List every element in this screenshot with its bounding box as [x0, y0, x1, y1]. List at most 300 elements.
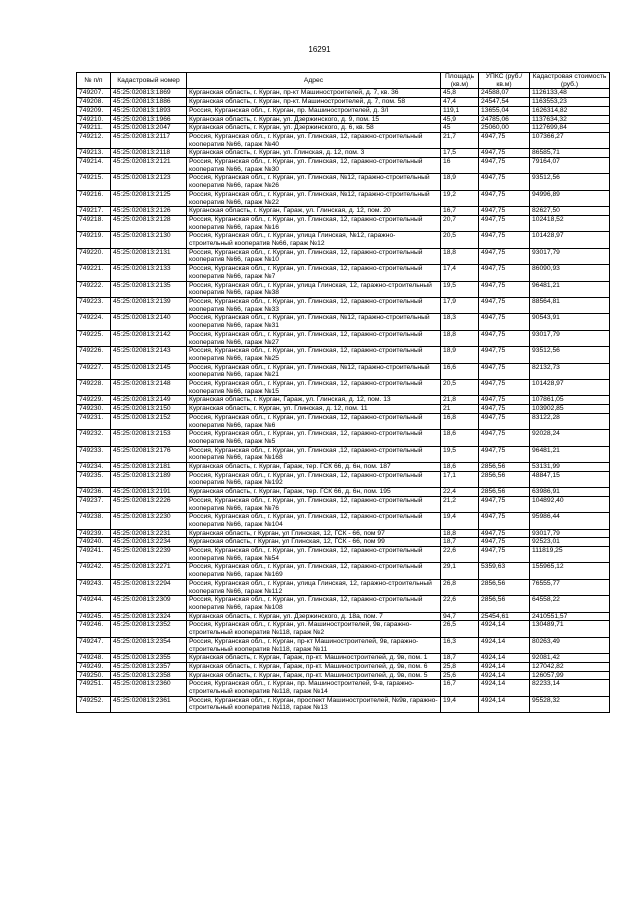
address-cell: Россия, Курганская обл., г. Курган, ул. Глинская, 12, гаражно-строительный кооператив №66, гараж №33 — [187, 297, 441, 313]
cadastral-number-cell: 45:25:020813:2234 — [111, 538, 187, 547]
cadastral-value-cell: 64558,22 — [530, 596, 610, 612]
area-cell: 94,7 — [441, 612, 479, 621]
area-cell: 47,4 — [441, 98, 479, 107]
cadastral-value-cell: 1626314,82 — [530, 106, 610, 115]
upks-cell: 4947,75 — [479, 413, 530, 429]
address-cell: Курганская область, г. Курган, ул. Дзержинского, д. 18а, пом. 7 — [187, 612, 441, 621]
area-cell: 18,9 — [441, 174, 479, 190]
row-number-cell: 749217. — [77, 207, 111, 216]
cadastral-value-cell: 93512,56 — [530, 347, 610, 363]
header-area: Площадь (кв.м) — [441, 73, 479, 89]
page-number: 16291 — [308, 45, 331, 54]
table-row — [77, 115, 610, 124]
area-cell: 18,6 — [441, 463, 479, 472]
cadastral-value-cell: 53131,99 — [530, 463, 610, 472]
cadastral-number-cell: 45:25:020813:2355 — [111, 654, 187, 663]
table-row — [77, 471, 610, 487]
upks-cell: 4924,14 — [479, 696, 530, 712]
cadastral-number-cell: 45:25:020813:2130 — [111, 232, 187, 248]
cadastral-number-cell: 45:25:020813:2139 — [111, 297, 187, 313]
address-cell: Россия, Курганская обл., г. Курган, улица Глинская, 12, гаражно-строительный кооператив №66, гараж №38 — [187, 281, 441, 297]
upks-cell: 2856,56 — [479, 596, 530, 612]
cadastral-value-cell: 127042,82 — [530, 662, 610, 671]
area-cell: 19,2 — [441, 190, 479, 206]
row-number-cell: 749236. — [77, 488, 111, 497]
cadastral-number-cell: 45:25:020813:2324 — [111, 612, 187, 621]
address-cell: Курганская область, г. Курган, Гараж, ул. Глинская, д. 12, пом. 20 — [187, 207, 441, 216]
upks-cell: 4947,75 — [479, 281, 530, 297]
table-row — [77, 380, 610, 396]
cadastral-number-cell: 45:25:020813:1886 — [111, 98, 187, 107]
header-row-number: № п/п — [77, 73, 111, 89]
area-cell: 45,9 — [441, 115, 479, 124]
address-cell: Россия, Курганская обл., г. Курган, ул. Глинская, 12, гаражно-строительный кооператив №66, гараж №108 — [187, 596, 441, 612]
cadastral-number-cell: 45:25:020813:2117 — [111, 132, 187, 148]
row-number-cell: 749240. — [77, 538, 111, 547]
table-row — [77, 621, 610, 637]
table-row — [77, 396, 610, 405]
row-number-cell: 749222. — [77, 281, 111, 297]
cadastral-number-cell: 45:25:020813:1869 — [111, 89, 187, 98]
cadastral-value-cell: 155965,12 — [530, 563, 610, 579]
table-row — [77, 297, 610, 313]
cadastral-value-cell: 86585,71 — [530, 149, 610, 158]
table-row — [77, 347, 610, 363]
row-number-cell: 749219. — [77, 232, 111, 248]
cadastral-number-cell: 45:25:020813:2121 — [111, 158, 187, 174]
area-cell: 22,6 — [441, 547, 479, 563]
area-cell: 16,8 — [441, 413, 479, 429]
header-cadastral-number: Кадастровый номер — [111, 73, 187, 89]
cadastral-value-cell: 101428,97 — [530, 232, 610, 248]
address-cell: Курганская область, г. Курган, ул. Дзержинского, д. 6, кв. 58 — [187, 124, 441, 133]
table-row — [77, 513, 610, 529]
address-cell: Курганская область, г. Курган, Гараж, пр-кт. Машиностроителей, д. 9в, пом. 1 — [187, 654, 441, 663]
address-cell: Россия, Курганская обл., г. Курган, ул. Глинская, 12, гаражно-строительный кооператив №66, гараж №54 — [187, 547, 441, 563]
upks-cell: 4924,14 — [479, 662, 530, 671]
cadastral-number-cell: 45:25:020813:2176 — [111, 446, 187, 462]
table-row — [77, 696, 610, 712]
cadastral-number-cell: 45:25:020813:2358 — [111, 671, 187, 680]
row-number-cell: 749223. — [77, 297, 111, 313]
row-number-cell: 749214. — [77, 158, 111, 174]
cadastral-value-cell: 79164,07 — [530, 158, 610, 174]
address-cell: Курганская область, г Курган, ул Глинская, 12, ГСК - 66, пом 99 — [187, 538, 441, 547]
row-number-cell: 749225. — [77, 330, 111, 346]
table-row — [77, 413, 610, 429]
cadastral-number-cell: 45:25:020813:2226 — [111, 496, 187, 512]
area-cell: 17,5 — [441, 149, 479, 158]
table-row — [77, 671, 610, 680]
area-cell: 18,6 — [441, 430, 479, 446]
address-cell: Россия, Курганская обл., г. Курган, ул. Глинская, 12, гаражно-строительный кооператив №66, гараж №16 — [187, 215, 441, 231]
address-cell: Россия, Курганская обл., г. Курган, ул. Глинская, 12, гаражно-строительный кооператив №66, гараж №5 — [187, 430, 441, 446]
cadastral-value-cell: 95986,44 — [530, 513, 610, 529]
address-cell: Россия, Курганская обл., г. Курган, ул. Глинская, №12, гаражно-строительный кооператив №66, гараж №22 — [187, 190, 441, 206]
upks-cell: 4947,75 — [479, 297, 530, 313]
cadastral-number-cell: 45:25:020813:2131 — [111, 248, 187, 264]
cadastral-value-cell: 94996,89 — [530, 190, 610, 206]
row-number-cell: 749211. — [77, 124, 111, 133]
table-body — [77, 89, 610, 713]
address-cell: Россия, Курганская обл., г. Курган, ул. Глинская, 12, гаражно-строительный кооператив №66, гараж №7 — [187, 265, 441, 281]
row-number-cell: 749229. — [77, 396, 111, 405]
cadastral-value-cell: 95528,32 — [530, 696, 610, 712]
area-cell: 18,3 — [441, 314, 479, 330]
cadastral-value-cell: 93017,79 — [530, 248, 610, 264]
cadastral-value-cell: 82627,50 — [530, 207, 610, 216]
address-cell: Россия, Курганская обл., г. Курган, проспект Машиностроителей, №9в, гаражно-строительный кооператив №118, гараж №13 — [187, 696, 441, 712]
upks-cell: 4947,75 — [479, 405, 530, 414]
area-cell: 19,4 — [441, 513, 479, 529]
table-row — [77, 207, 610, 216]
address-cell: Курганская область, г. Курган, Гараж, пр-кт. Машиностроителей, д. 9в, пом. 5 — [187, 671, 441, 680]
row-number-cell: 749234. — [77, 463, 111, 472]
upks-cell: 4947,75 — [479, 265, 530, 281]
area-cell: 18,7 — [441, 654, 479, 663]
cadastral-value-cell: 102418,52 — [530, 215, 610, 231]
cadastral-number-cell: 45:25:020813:2152 — [111, 413, 187, 429]
cadastral-value-cell: 1126133,48 — [530, 89, 610, 98]
address-cell: Россия, Курганская обл., г. Курган, ул. Глинская, 12, гаражно-строительный кооператив №66, гараж №25 — [187, 347, 441, 363]
row-number-cell: 749207. — [77, 89, 111, 98]
table-row — [77, 430, 610, 446]
cadastral-value-cell: 82233,14 — [530, 680, 610, 696]
upks-cell: 2856,56 — [479, 579, 530, 595]
row-number-cell: 749242. — [77, 563, 111, 579]
address-cell: Россия, Курганская обл., г. Курган, пр. Машиностроителей, 9-в, гаражно-строительный кооператив №118, гараж №14 — [187, 680, 441, 696]
row-number-cell: 749221. — [77, 265, 111, 281]
table-row — [77, 158, 610, 174]
upks-cell: 4947,75 — [479, 330, 530, 346]
row-number-cell: 749224. — [77, 314, 111, 330]
upks-cell: 4947,75 — [479, 158, 530, 174]
upks-cell: 4947,75 — [479, 396, 530, 405]
cadastral-number-cell: 45:25:020813:2149 — [111, 396, 187, 405]
row-number-cell: 749251. — [77, 680, 111, 696]
row-number-cell: 749227. — [77, 363, 111, 379]
cadastral-number-cell: 45:25:020813:2191 — [111, 488, 187, 497]
address-cell: Россия, Курганская обл., г. Курган, ул. Глинская, 12, гаражно-строительный кооператив №66, гараж №76 — [187, 496, 441, 512]
row-number-cell: 749248. — [77, 654, 111, 663]
upks-cell: 4947,75 — [479, 232, 530, 248]
row-number-cell: 749208. — [77, 98, 111, 107]
cadastral-number-cell: 45:25:020813:2309 — [111, 596, 187, 612]
table-header-row — [77, 73, 610, 89]
upks-cell: 4947,75 — [479, 174, 530, 190]
table-row — [77, 596, 610, 612]
upks-cell: 4947,75 — [479, 513, 530, 529]
address-cell: Курганская область, г. Курган, Гараж, тер. ГСК 66, д. 6н, пом. 195 — [187, 488, 441, 497]
table-row — [77, 612, 610, 621]
row-number-cell: 749235. — [77, 471, 111, 487]
cadastral-number-cell: 45:25:020813:2357 — [111, 662, 187, 671]
cadastral-number-cell: 45:25:020813:2118 — [111, 149, 187, 158]
area-cell: 16,3 — [441, 637, 479, 653]
upks-cell: 24588,07 — [479, 89, 530, 98]
address-cell: Курганская область, г. Курган, Гараж, пр-кт. Машиностроителей, д. 9в, пом. 6 — [187, 662, 441, 671]
cadastral-number-cell: 45:25:020813:2150 — [111, 405, 187, 414]
area-cell: 21,7 — [441, 132, 479, 148]
cadastral-number-cell: 45:25:020813:2125 — [111, 190, 187, 206]
upks-cell: 5359,63 — [479, 563, 530, 579]
upks-cell: 2856,56 — [479, 463, 530, 472]
table-row — [77, 132, 610, 148]
area-cell: 18,7 — [441, 538, 479, 547]
upks-cell: 4924,14 — [479, 654, 530, 663]
table-row — [77, 405, 610, 414]
cadastral-value-cell: 90543,91 — [530, 314, 610, 330]
upks-cell: 2856,56 — [479, 488, 530, 497]
upks-cell: 4947,75 — [479, 248, 530, 264]
cadastral-number-cell: 45:25:020813:2271 — [111, 563, 187, 579]
area-cell: 22,4 — [441, 488, 479, 497]
cadastral-value-cell: 126057,99 — [530, 671, 610, 680]
area-cell: 16,7 — [441, 207, 479, 216]
address-cell: Россия, Курганская обл., г. Курган, улица Глинская, 12, гаражно-строительный кооператив №66, гараж №112 — [187, 579, 441, 595]
row-number-cell: 749244. — [77, 596, 111, 612]
table-row — [77, 446, 610, 462]
row-number-cell: 749247. — [77, 637, 111, 653]
cadastral-number-cell: 45:25:020813:2239 — [111, 547, 187, 563]
table-row — [77, 106, 610, 115]
cadastral-value-cell: 111819,25 — [530, 547, 610, 563]
cadastral-number-cell: 45:25:020813:2142 — [111, 330, 187, 346]
cadastral-number-cell: 45:25:020813:2230 — [111, 513, 187, 529]
table-row — [77, 363, 610, 379]
table-row — [77, 637, 610, 653]
upks-cell: 4947,75 — [479, 207, 530, 216]
row-number-cell: 749233. — [77, 446, 111, 462]
area-cell: 26,5 — [441, 621, 479, 637]
row-number-cell: 749218. — [77, 215, 111, 231]
upks-cell: 4924,14 — [479, 680, 530, 696]
address-cell: Курганская область, г. Курган, ул. Глинская, д. 12, пом. 3 — [187, 149, 441, 158]
upks-cell: 25454,61 — [479, 612, 530, 621]
table-row — [77, 174, 610, 190]
row-number-cell: 749228. — [77, 380, 111, 396]
table-row — [77, 98, 610, 107]
upks-cell: 4947,75 — [479, 132, 530, 148]
table-row — [77, 248, 610, 264]
address-cell: Россия, Курганская обл., г. Курган, ул. Глинская, 12, гаражно-строительный кооператив №66, гараж №104 — [187, 513, 441, 529]
area-cell: 17,1 — [441, 471, 479, 487]
cadastral-number-cell: 45:25:020813:2189 — [111, 471, 187, 487]
address-cell: Курганская область, г Курган, ул Глинская, 12, ГСК - 66, пом 97 — [187, 529, 441, 538]
area-cell: 17,4 — [441, 265, 479, 281]
row-number-cell: 749239. — [77, 529, 111, 538]
area-cell: 18,8 — [441, 529, 479, 538]
row-number-cell: 749238. — [77, 513, 111, 529]
cadastral-value-cell: 80263,49 — [530, 637, 610, 653]
cadastral-number-cell: 45:25:020813:2123 — [111, 174, 187, 190]
cadastral-value-cell: 96481,21 — [530, 446, 610, 462]
upks-cell: 4924,14 — [479, 621, 530, 637]
cadastral-number-cell: 45:25:020813:2148 — [111, 380, 187, 396]
row-number-cell: 749231. — [77, 413, 111, 429]
row-number-cell: 749249. — [77, 662, 111, 671]
area-cell: 45 — [441, 124, 479, 133]
cadastral-value-cell: 93017,79 — [530, 529, 610, 538]
cadastral-value-cell: 93512,56 — [530, 174, 610, 190]
upks-cell: 2856,56 — [479, 471, 530, 487]
address-cell: Россия, Курганская обл., г. Курган, пр-кт Машиностроителей, 9в, гаражно-строительный кооператив №118, гараж №11 — [187, 637, 441, 653]
row-number-cell: 749216. — [77, 190, 111, 206]
cadastral-value-cell: 101428,97 — [530, 380, 610, 396]
area-cell: 20,5 — [441, 380, 479, 396]
cadastral-number-cell: 45:25:020813:2231 — [111, 529, 187, 538]
row-number-cell: 749252. — [77, 696, 111, 712]
cadastral-number-cell: 45:25:020813:2140 — [111, 314, 187, 330]
upks-cell: 4947,75 — [479, 215, 530, 231]
upks-cell: 4947,75 — [479, 314, 530, 330]
upks-cell: 4947,75 — [479, 446, 530, 462]
area-cell: 25,6 — [441, 671, 479, 680]
address-cell: Курганская область, г. Курган, пр-кт Машиностроителей, д. 7, кв. 36 — [187, 89, 441, 98]
area-cell: 19,4 — [441, 696, 479, 712]
area-cell: 119,1 — [441, 106, 479, 115]
cadastral-value-cell: 63986,91 — [530, 488, 610, 497]
upks-cell: 24785,06 — [479, 115, 530, 124]
cadastral-number-cell: 45:25:020813:2047 — [111, 124, 187, 133]
address-cell: Курганская область, г. Курган, ул. Глинская, д. 12, пом. 11 — [187, 405, 441, 414]
upks-cell: 4947,75 — [479, 538, 530, 547]
upks-cell: 4947,75 — [479, 190, 530, 206]
row-number-cell: 749245. — [77, 612, 111, 621]
table-row — [77, 149, 610, 158]
area-cell: 19,5 — [441, 446, 479, 462]
table-row — [77, 190, 610, 206]
cadastral-value-cell: 83122,28 — [530, 413, 610, 429]
table-row — [77, 463, 610, 472]
area-cell: 45,8 — [441, 89, 479, 98]
cadastral-value-cell: 48847,15 — [530, 471, 610, 487]
address-cell: Россия, Курганская обл., г. Курган, ул. Глинская, №12, гаражно-строительный кооператив №66, гараж №26 — [187, 174, 441, 190]
area-cell: 20,5 — [441, 232, 479, 248]
table-row — [77, 232, 610, 248]
address-cell: Курганская область, г. Курган, пр-кт. Машиностроителей, д. 7, пом. 58 — [187, 98, 441, 107]
header-cadastral-value: Кадастровая стоимость (руб.) — [530, 73, 610, 89]
cadastral-value-cell: 76555,77 — [530, 579, 610, 595]
cadastral-number-cell: 45:25:020813:2133 — [111, 265, 187, 281]
table-row — [77, 330, 610, 346]
cadastral-value-cell: 92081,42 — [530, 654, 610, 663]
upks-cell: 4947,75 — [479, 529, 530, 538]
table-row — [77, 654, 610, 663]
cadastral-number-cell: 45:25:020813:2153 — [111, 430, 187, 446]
upks-cell: 4947,75 — [479, 347, 530, 363]
table-row — [77, 215, 610, 231]
address-cell: Курганская область, г. Курган, Гараж, тер. ГСК 66, д. 6н, пом. 187 — [187, 463, 441, 472]
cadastral-value-cell: 1127699,84 — [530, 124, 610, 133]
address-cell: Россия, Курганская обл., г. Курган, ул. Глинская, 12, гаражно-строительный кооператив №66, гараж №40 — [187, 132, 441, 148]
row-number-cell: 749241. — [77, 547, 111, 563]
address-cell: Россия, Курганская обл., г. Курган, ул. Глинская, 12, гаражно-строительный кооператив №66, гараж №27 — [187, 330, 441, 346]
table-row — [77, 496, 610, 512]
upks-cell: 25060,00 — [479, 124, 530, 133]
cadastral-value-cell: 104892,40 — [530, 496, 610, 512]
cadastral-value-cell: 88564,81 — [530, 297, 610, 313]
cadastral-number-cell: 45:25:020813:2145 — [111, 363, 187, 379]
row-number-cell: 749246. — [77, 621, 111, 637]
cadastral-value-cell: 96481,21 — [530, 281, 610, 297]
area-cell: 21 — [441, 405, 479, 414]
upks-cell: 4924,14 — [479, 637, 530, 653]
area-cell: 19,5 — [441, 281, 479, 297]
address-cell: Россия, Курганская обл., г. Курган, ул. Глинская, 12, гаражно-строительный кооператив №66, гараж №15 — [187, 380, 441, 396]
area-cell: 21,8 — [441, 396, 479, 405]
upks-cell: 4947,75 — [479, 363, 530, 379]
row-number-cell: 749226. — [77, 347, 111, 363]
upks-cell: 4947,75 — [479, 496, 530, 512]
row-number-cell: 749237. — [77, 496, 111, 512]
address-cell: Россия, Курганская обл., г. Курган, ул. Глинская, 12, гаражно-строительный кооператив №66, гараж №10 — [187, 248, 441, 264]
row-number-cell: 749212. — [77, 132, 111, 148]
table-row — [77, 579, 610, 595]
row-number-cell: 749209. — [77, 106, 111, 115]
area-cell: 29,1 — [441, 563, 479, 579]
area-cell: 18,8 — [441, 248, 479, 264]
upks-cell: 4947,75 — [479, 149, 530, 158]
area-cell: 16,6 — [441, 363, 479, 379]
table-row — [77, 488, 610, 497]
row-number-cell: 749250. — [77, 671, 111, 680]
cadastral-value-cell: 82132,73 — [530, 363, 610, 379]
address-cell: Россия, Курганская обл., г. Курган, ул. Глинская, 12, гаражно-строительный кооператив №66, гараж №169 — [187, 563, 441, 579]
upks-cell: 24547,54 — [479, 98, 530, 107]
cadastral-number-cell: 45:25:020813:2294 — [111, 579, 187, 595]
cadastral-number-cell: 45:25:020813:2143 — [111, 347, 187, 363]
area-cell: 25,8 — [441, 662, 479, 671]
table-row — [77, 529, 610, 538]
cadastral-number-cell: 45:25:020813:2135 — [111, 281, 187, 297]
table-row — [77, 265, 610, 281]
area-cell: 16,7 — [441, 680, 479, 696]
address-cell: Курганская область, г. Курган, Гараж, ул. Глинская, д. 12, пом. 13 — [187, 396, 441, 405]
cadastral-number-cell: 45:25:020813:2128 — [111, 215, 187, 231]
cadastral-value-cell: 1137634,32 — [530, 115, 610, 124]
area-cell: 16 — [441, 158, 479, 174]
area-cell: 22,6 — [441, 596, 479, 612]
row-number-cell: 749243. — [77, 579, 111, 595]
row-number-cell: 749215. — [77, 174, 111, 190]
table-row — [77, 124, 610, 133]
address-cell: Курганская область, г. Курган, ул. Дзержинского, д. 9, пом. 15 — [187, 115, 441, 124]
upks-cell: 4947,75 — [479, 547, 530, 563]
header-upks: УПКС (руб./кв.м) — [479, 73, 530, 89]
cadastral-number-cell: 45:25:020813:2126 — [111, 207, 187, 216]
table-row — [77, 314, 610, 330]
cadastral-value-cell: 103902,85 — [530, 405, 610, 414]
cadastral-value-cell: 107861,05 — [530, 396, 610, 405]
area-cell: 21,2 — [441, 496, 479, 512]
cadastral-value-cell: 86090,93 — [530, 265, 610, 281]
table-row — [77, 680, 610, 696]
area-cell: 18,8 — [441, 330, 479, 346]
cadastral-number-cell: 45:25:020813:2181 — [111, 463, 187, 472]
area-cell: 18,9 — [441, 347, 479, 363]
upks-cell: 4924,14 — [479, 671, 530, 680]
row-number-cell: 749220. — [77, 248, 111, 264]
cadastral-value-table — [76, 72, 610, 713]
address-cell: Россия, Курганская обл., г. Курган, ул. Машиностроителей, 9в, гаражно-строительный кооператив №118, гараж №2 — [187, 621, 441, 637]
upks-cell: 13655,04 — [479, 106, 530, 115]
cadastral-value-cell: 130489,71 — [530, 621, 610, 637]
cadastral-value-cell: 93017,79 — [530, 330, 610, 346]
cadastral-value-cell: 107366,27 — [530, 132, 610, 148]
cadastral-value-cell: 92523,01 — [530, 538, 610, 547]
cadastral-number-cell: 45:25:020813:2360 — [111, 680, 187, 696]
